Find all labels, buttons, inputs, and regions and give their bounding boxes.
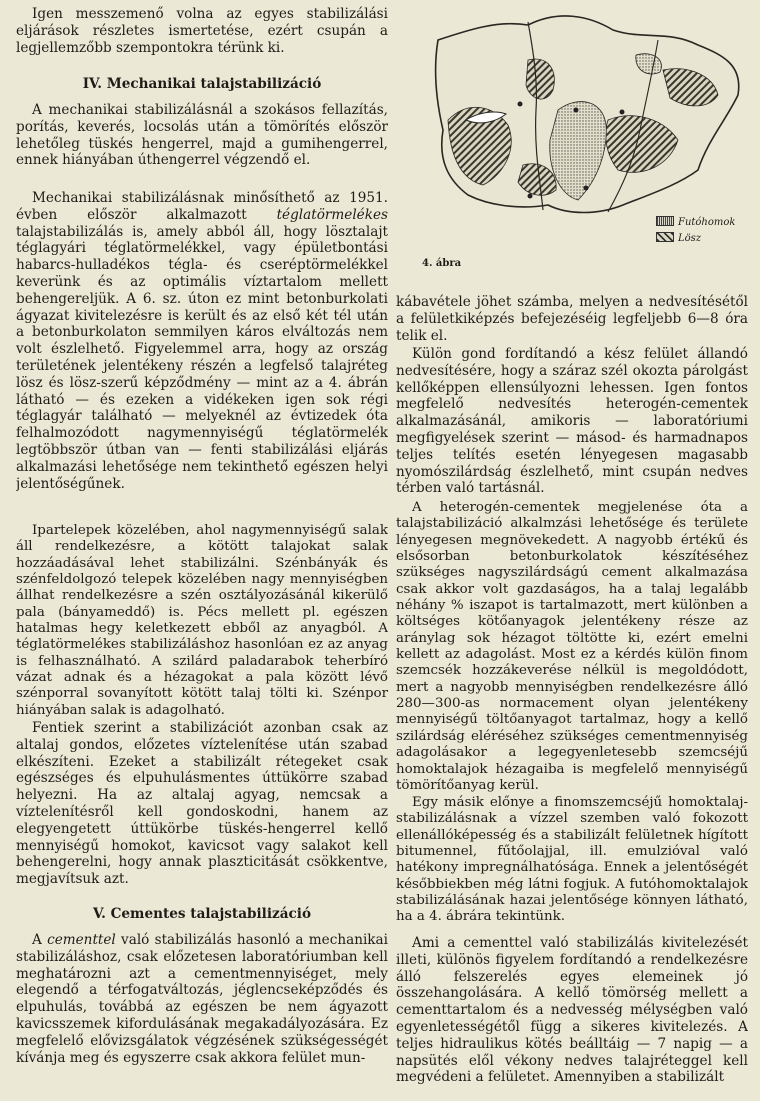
legend-item-loess: Lösz	[656, 232, 701, 245]
figure-caption: 4. ábra	[422, 258, 462, 269]
paragraph-cement-1: A cementtel való stabilizálás hasonló a mechanikai stabilizáláshoz, csak előzetesen laboratóriumban kell meghatározni azt a cementmennyiséget, mely elegendő a térfogatváltozás, jéglencseképződés és elpuhulás, továbbá az egészen be nem ágyazott kavicsszemek kifordulásának megakadályozására. Ez megfelelő elővizsgálatok végzésének szükségességét kívánja meg és egyszerre csak akkora felület mun-	[16, 932, 388, 1066]
emphasis-term: cementtel	[47, 932, 116, 948]
town-dot	[620, 110, 625, 115]
town-dot	[518, 102, 523, 107]
section-heading-mechanical: IV. Mechanikai talajstabilizáció	[82, 76, 322, 92]
paragraph-right-3: A heterogén-cementek megjelenése óta a talajstabilizáció alkalmzási lehetősége és területe lényegesen megnövekedett. A nagyobb értékű és elsősorban betonburkolatok készítéséhez szükséges nagyszilárdságú cement alkalmazása csak akkor volt gazdaságos, ha a talaj legalább néhány % iszapot is tartalmazott, mert különben a költséges kötőanyagok jelentékeny része az aránylag sok hézagot töltötte ki, ezért emelni kellett az adagolást. Most ez a kérdés külön finom szemcsék hozzákeverése nélkül is megoldódott, mert a nagyobb mennyiségben rendelkezésre álló 280—300-as normacement olyan jelentékeny mennyiségű töltőanyagot tartalmaz, hogy a kellő szilárdság eléréséhez szükséges cementmennyiség adagolásakor a legegyenletesebb szemcséjű homoktalajok hézagaiba is megfelelő mennyiségű tömörítőanyag kerül.	[396, 500, 748, 793]
paragraph-mechanical-2: Mechanikai stabilizálásnak minősíthető az 1951. évben először alkalmazott téglatörmelékes talajstabilizálás is, amely abból áll, hogy lösztalajt téglagyári téglatörmelékkel, vagy épületbontási habarcs-hulladékos tégla- és cseréptörmelékkel keverünk és az optimális víztartalom mellett behengereljük. A 6. sz. úton ez mint betonburkolati ágyazat kivitelezésre is került és az első két tél után a betonburkolaton semmilyen káros elváltozás nem volt észlelhető. Figyelemmel arra, hogy az ország területének jelentékeny részén a legfelső talajréteg lösz és lösz-szerű képződmény — mint az a 4. ábrán látható — és ezeken a vidékeken igen sok régi téglagyár található — melyeknél az évtizedek óta felhalmozódott nagymennyiségű téglatörmelék legtöbbször útban van — fenti stabilizálási eljárás alkalmazási lehetősége nem tekinthető egészen helyi jelentőségűnek.	[16, 190, 388, 492]
town-dot	[574, 108, 579, 113]
figure-map	[408, 0, 752, 278]
section-heading-cement: V. Cementes talajstabilizáció	[92, 906, 312, 922]
paragraph-right-2: Külön gond fordítandó a kész felület állandó nedvesítésére, hogy a száraz szél okozta párolgást kellőképpen ellensúlyozni lehessen. Igen fontos megfelelő nedvesítés heterogén-cementek alkalmazásánál, amikoris — laboratóriumi megfigyelések szerint — másod- és harmadnapos teljes telítés esetén lényegesen magasabb nyomószilárdság észlelhető, mint csupán nedves térben való tartásnál.	[396, 346, 748, 497]
paragraph-mechanical-4: Fentiek szerint a stabilizációt azonban csak az altalaj gondos, előzetes víztelenítése után szabad elkészíteni. Ezeket a stabilizált rétegeket csak egészséges és elpuhulásmentes úttükörre szabad helyezni. Ha az altalaj agyag, nemcsak a víztelenítésről kell gondoskodni, hanem az elegyengetett úttükörbe tüskés-hengerrel kellő mennyiségű homokot, kavicsot vagy salakot kell behengerelni, hogy annak plaszticitását csökkentve, megjavítsuk azt.	[16, 720, 388, 888]
legend-swatch-sand	[656, 216, 674, 226]
paragraph-right-5: Ami a cementtel való stabilizálás kivitelezését illeti, különös figyelem fordítandó a rendelkezésre álló felszerelés egyes elemeinek jó összehangolására. A kellő tömörség mellett a cementtartalom és a nedvesség mélységben való egyenletességétől függ a sikeres kivitelezés. A teljes hidraulikus kötés beálltáig — 7 napig — a napsütés elől vékony nedves talajréteggel kell megvédeni a felületet. Amennyiben a stabilizált	[396, 935, 748, 1086]
intro-paragraph: Igen messzemenő volna az egyes stabilizálási eljárások részletes ismertetése, ezért csupán a legjellemzőbb szempontokra térünk ki.	[16, 6, 388, 56]
emphasis-term: téglatörmelékes	[276, 206, 388, 223]
town-dot	[584, 186, 589, 191]
paragraph-mechanical-1: A mechanikai stabilizálásnál a szokásos fellazítás, porítás, keverés, locsolás után a tömörítés először lehetőleg tüskés hengerrel, majd a gumihengerrel, ennek hiányában úthengerrel végzendő el.	[16, 102, 388, 169]
paragraph-mechanical-3: Ipartelepek közelében, ahol nagymennyiségű salak áll rendelkezésre, a kötött talajokat salak hozzáadásával lehet stabilizálni. Szénbányák és szénfeldolgozó telepek közelében nagy mennyiségben állhat rendelkezésre a szén osztályozásánál kikerülő pala (bányameddő) is. Pécs mellett pl. egészen hatalmas hegy keletkezett ebből az anyagból. A téglatörmelékes stabilizáláshoz hasonlóan ez az anyag is felhasználható. A szilárd paladarabok teherbíró vázat adnak és a hézagokat a pala között lévő szénporral sovanyított kötött talaj tölti ki. Szénpor hiányában salak is adagolható.	[16, 523, 388, 718]
town-dot	[528, 194, 533, 199]
legend-item-sand: Futóhomok	[656, 216, 735, 229]
legend-swatch-loess	[656, 232, 674, 242]
paragraph-right-4: Egy másik előnye a finomszemcséjű homoktalaj-stabilizálásnak a vízzel szemben való fokozott ellenállóképesség és a stabilizált felületnek hígított bitumennel, fűtőolajjal, ill. emulzióval való hatékony impregnálhatósága. Ennek a jelentőségét későbbiekben még látni fogjuk. A futóhomoktalajok stabilizálásának hazai jelentősége könnyen látható, ha a 4. ábrára tekintünk.	[396, 795, 748, 925]
paragraph-right-1: kábavétele jöhet számba, melyen a nedvesítésétől a felületkiképzés befejezéséig legfeljebb 6—8 óra telik el.	[396, 294, 748, 344]
